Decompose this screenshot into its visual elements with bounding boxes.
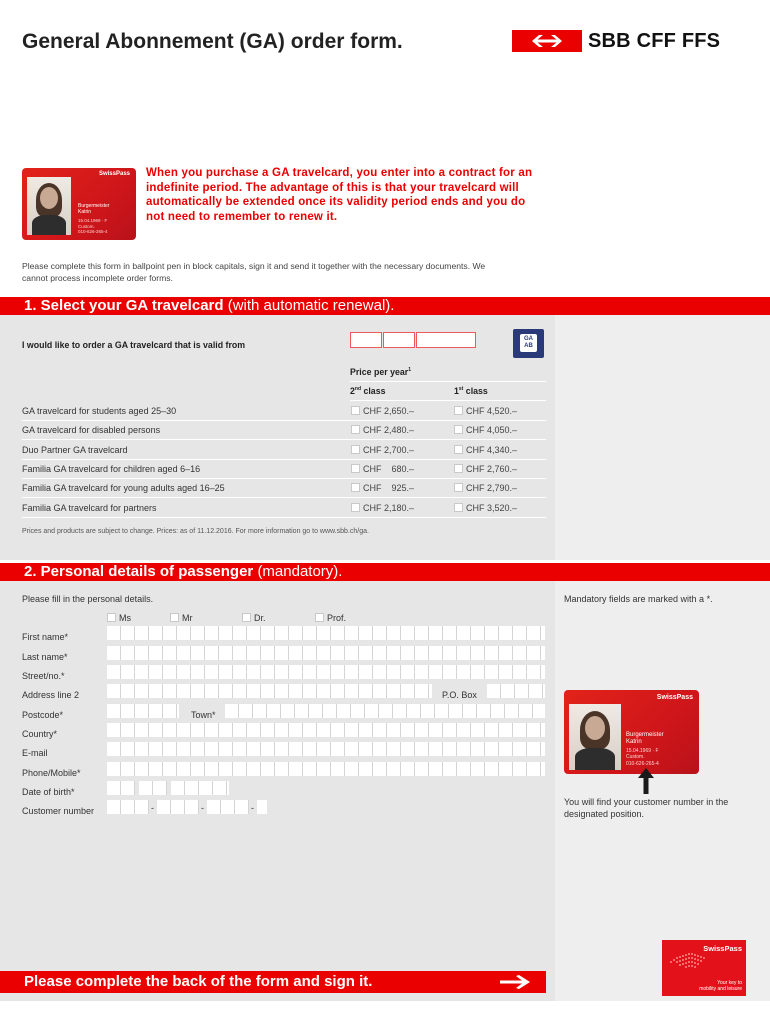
first-name-label: First name* bbox=[22, 632, 69, 642]
salutation-mr[interactable]: Mr bbox=[170, 613, 193, 623]
section2-subtitle: (mandatory). bbox=[257, 563, 343, 580]
salutation-ms[interactable]: Ms bbox=[107, 613, 131, 623]
postcode-label: Postcode* bbox=[22, 710, 64, 720]
portrait-photo bbox=[569, 704, 621, 770]
class1-header: 1st class bbox=[454, 386, 488, 396]
price-1st-class-option[interactable]: CHF 2,790.– bbox=[454, 483, 517, 493]
card-brand: SwissPass bbox=[656, 694, 693, 701]
card-brand: SwissPass bbox=[98, 171, 130, 177]
customer-number-label: Customer number bbox=[22, 806, 95, 816]
price-header: Price per year$^1$ bbox=[350, 367, 411, 377]
row-label: Familia GA travelcard for partners bbox=[22, 502, 157, 513]
sp-tagline: Your key to mobility and leisure bbox=[699, 980, 742, 992]
row-label: Familia GA travelcard for young adults aged 16–25 bbox=[22, 483, 225, 494]
section1-header bbox=[0, 297, 770, 315]
last-name-label: Last name* bbox=[22, 652, 68, 662]
address2-label: Address line 2 bbox=[22, 690, 80, 700]
valid-from-day[interactable] bbox=[350, 332, 382, 348]
phone-field[interactable] bbox=[107, 762, 545, 776]
customer-number-part4[interactable] bbox=[257, 800, 267, 814]
customer-number-sep2: - bbox=[201, 803, 204, 813]
price-1st-class-option[interactable]: CHF 4,520.– bbox=[454, 406, 517, 416]
card-holder-name: Burgermeister Katrin bbox=[78, 203, 110, 215]
town-field[interactable] bbox=[225, 704, 545, 718]
checkbox[interactable] bbox=[454, 464, 463, 473]
price-2nd-class-option[interactable]: CHF 2,480.– bbox=[351, 425, 414, 435]
card-holder-name: Burgermeister Katrin bbox=[626, 732, 664, 745]
class2-header: 2nd class bbox=[350, 386, 386, 396]
valid-from-label: I would like to order a GA travelcard that is valid from bbox=[22, 340, 246, 350]
price-header-line bbox=[350, 381, 546, 382]
ga-card-icon: GA AB bbox=[513, 329, 544, 358]
salutation-prof[interactable]: Prof. bbox=[315, 613, 346, 623]
intro-text: When you purchase a GA travelcard, you enter into a contract for an indefinite period. The advantage of this is that your travelcard will automatically be extended once its validity period ends and you do not need to remember to renew it. bbox=[146, 167, 533, 223]
table-row bbox=[22, 459, 546, 479]
table-row bbox=[22, 420, 546, 440]
checkbox[interactable] bbox=[454, 503, 463, 512]
card-holder-meta: 15.04.1969 · F Custom. 010-626-265-4 bbox=[626, 748, 659, 767]
customer-number-sep3: - bbox=[251, 803, 254, 813]
checkbox[interactable] bbox=[454, 425, 463, 434]
price-2nd-class-option[interactable]: CHF 2,180.– bbox=[351, 503, 414, 513]
checkbox[interactable] bbox=[454, 445, 463, 454]
price-1st-class-option[interactable]: CHF 4,050.– bbox=[454, 425, 517, 435]
checkbox[interactable] bbox=[351, 464, 360, 473]
footer-cta-text: Please complete the back of the form and sign it. bbox=[24, 973, 373, 990]
checkbox[interactable] bbox=[351, 406, 360, 415]
po-box-label: P.O. Box bbox=[442, 690, 477, 700]
customer-number-part2[interactable] bbox=[157, 800, 199, 814]
instructions-text: Please complete this form in ballpoint pen in block capitals, sign it and send it together with the necessary documents. We cannot process incomplete order forms. bbox=[22, 261, 486, 283]
last-name-field[interactable] bbox=[107, 646, 545, 660]
price-footnote: Prices and products are subject to change. Prices: as of 11.12.2016. For more information go to www.sbb.ch/ga. bbox=[22, 528, 369, 535]
price-2nd-class-option[interactable]: CHF 680.– bbox=[351, 464, 414, 474]
email-field[interactable] bbox=[107, 742, 545, 756]
checkbox[interactable] bbox=[351, 483, 360, 492]
row-label: GA travelcard for students aged 25–30 bbox=[22, 406, 177, 416]
footer-cta-band bbox=[0, 971, 546, 993]
section1-title: 1. Select your GA travelcard bbox=[24, 297, 224, 314]
customer-number-hint: You will find your customer number in the designated position. bbox=[564, 797, 729, 819]
section2-panel bbox=[0, 581, 555, 1001]
first-name-field[interactable] bbox=[107, 626, 545, 640]
table-row bbox=[22, 498, 546, 518]
country-field[interactable] bbox=[107, 723, 545, 737]
address2-field[interactable] bbox=[107, 684, 432, 698]
dob-label: Date of birth* bbox=[22, 787, 75, 797]
checkbox[interactable] bbox=[454, 406, 463, 415]
checkbox[interactable] bbox=[351, 503, 360, 512]
email-label: E-mail bbox=[22, 748, 48, 758]
arrow-right-icon bbox=[500, 975, 530, 989]
card-holder-meta: 15.04.1969 · F Custom. 010-626-265-4 bbox=[78, 218, 108, 235]
price-1st-class-option[interactable]: CHF 4,340.– bbox=[454, 445, 517, 455]
page-title: General Abonnement (GA) order form. bbox=[22, 30, 403, 53]
table-row bbox=[22, 440, 546, 460]
swisspass-logo-tile bbox=[662, 940, 746, 996]
phone-label: Phone/Mobile* bbox=[22, 768, 81, 778]
street-field[interactable] bbox=[107, 665, 545, 679]
checkbox[interactable] bbox=[454, 483, 463, 492]
checkbox[interactable] bbox=[351, 445, 360, 454]
dob-year-field[interactable] bbox=[171, 781, 229, 795]
dob-month-field[interactable] bbox=[139, 781, 167, 795]
section2-title: 2. Personal details of passenger bbox=[24, 563, 254, 580]
swisspass-card-example bbox=[564, 690, 699, 774]
section2-header bbox=[0, 563, 770, 581]
sbb-arrows-icon bbox=[512, 30, 582, 52]
portrait-photo bbox=[27, 177, 71, 235]
po-box-field[interactable] bbox=[487, 684, 545, 698]
fill-in-label: Please fill in the personal details. bbox=[22, 594, 154, 604]
brand-name: SBB CFF FFS bbox=[588, 29, 721, 52]
section1-sidebar bbox=[555, 315, 770, 560]
sp-brand: SwissPass bbox=[703, 944, 742, 953]
row-label: Familia GA travelcard for children aged 6–16 bbox=[22, 463, 201, 474]
swisspass-card-image bbox=[22, 168, 136, 240]
price-1st-class-option[interactable]: CHF 2,760.– bbox=[454, 464, 517, 474]
price-2nd-class-option[interactable]: CHF 2,650.– bbox=[351, 406, 414, 416]
table-row bbox=[22, 478, 546, 498]
price-2nd-class-option[interactable]: CHF 925.– bbox=[351, 483, 414, 493]
row-label: Duo Partner GA travelcard bbox=[22, 444, 128, 455]
checkbox[interactable] bbox=[351, 425, 360, 434]
salutation-dr[interactable]: Dr. bbox=[242, 613, 266, 623]
country-label: Country* bbox=[22, 729, 58, 739]
valid-from-year[interactable] bbox=[416, 332, 476, 348]
town-label: Town* bbox=[191, 710, 216, 720]
valid-from-month[interactable] bbox=[383, 332, 415, 348]
sbb-logo bbox=[512, 30, 720, 52]
arrow-up-icon bbox=[638, 768, 654, 799]
section1-subtitle: (with automatic renewal). bbox=[227, 297, 395, 314]
mandatory-note: Mandatory fields are marked with a *. bbox=[564, 594, 713, 604]
row-label: GA travelcard for disabled persons bbox=[22, 425, 161, 436]
customer-number-part1[interactable] bbox=[107, 800, 149, 814]
section2-sidebar bbox=[555, 581, 770, 1001]
postcode-field[interactable] bbox=[107, 704, 179, 718]
street-label: Street/no.* bbox=[22, 671, 65, 681]
customer-number-part3[interactable] bbox=[207, 800, 249, 814]
dob-day-field[interactable] bbox=[107, 781, 135, 795]
customer-number-sep1: - bbox=[151, 803, 154, 813]
price-1st-class-option[interactable]: CHF 3,520.– bbox=[454, 503, 517, 513]
table-row bbox=[22, 401, 546, 421]
price-2nd-class-option[interactable]: CHF 2,700.– bbox=[351, 445, 414, 455]
